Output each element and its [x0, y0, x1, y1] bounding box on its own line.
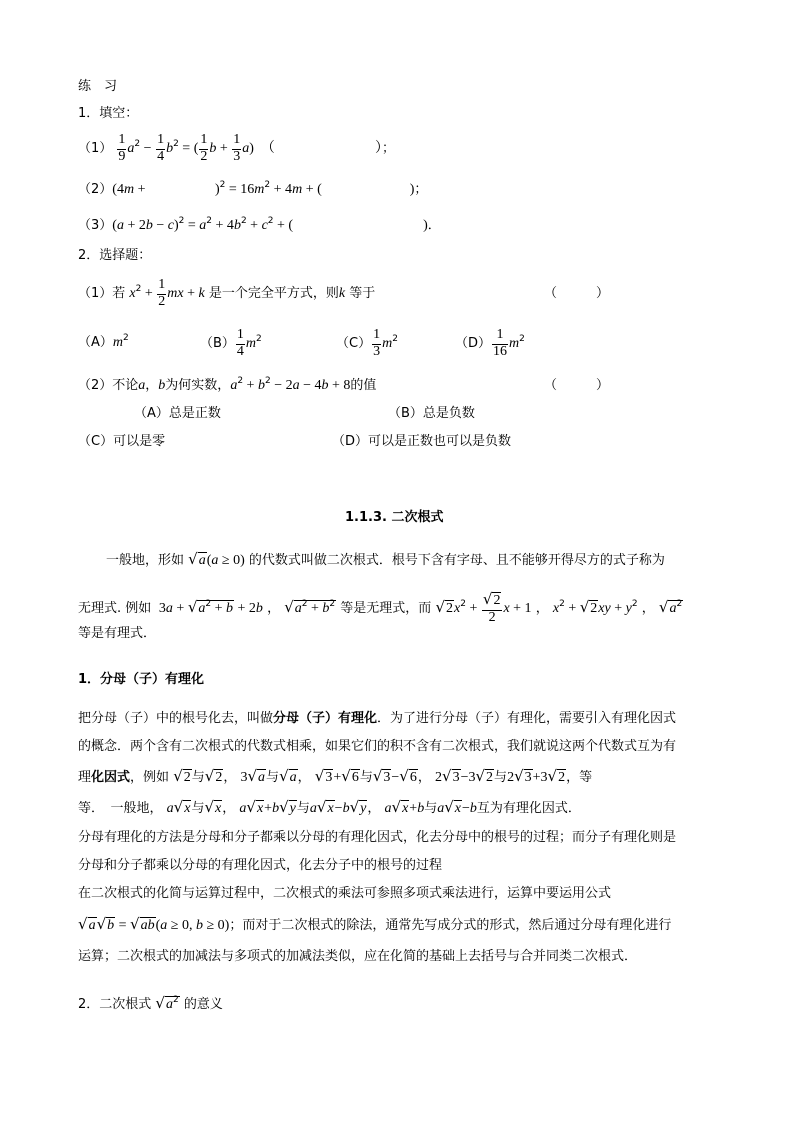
q2-item2-option-c: （C）可以是零: [78, 434, 166, 449]
subsection-2-heading: 2．二次根式 $√a^2$ 的意义: [78, 994, 223, 1012]
sub1-line-7: 在二次根式的化简与运算过程中，二次根式的乘法可参照多项式乘法进行，运算中要运用公式: [78, 886, 612, 901]
q2-item2-option-a: （A）总是正数: [134, 406, 221, 421]
q2-item1-answer-paren: （ ）: [544, 286, 610, 301]
q1-item2: $(2)(4m + )^2 = 16m^2 + 4m$ + ( )；: [78, 180, 428, 197]
practice-heading: 练 习: [78, 79, 118, 94]
intro-line-2: 无理式. 例如 $3a + √a^2 + b + 2b$ ， $√a^2 + b^2$ 等是无理式，而 $√2x^2$ + $\frac{√2}{2}$ x + 1 ， $x^2 + √2xy + y^2$ ， $√a^2$: [78, 590, 683, 625]
q2-item2-option-d: （D）可以是正数也可以是负数: [332, 434, 512, 449]
q2-item2: （2）不论a，b为何实数，$a^2 + b^2 - 2a - 4b + 8$的值: [78, 376, 377, 393]
q1-item3: $(3)(a + 2b - c)^2 = a^2 + 4b^2 + c^2$ + ( )．: [78, 216, 441, 233]
intro-line-3: 等是有理式．: [78, 626, 157, 641]
q2-label: 2．选择题：: [78, 248, 152, 263]
sub1-line-2: 的概念．两个含有二次根式的代数式相乘，如果它们的积不含有二次根式，我们就说这两个代数式互为有: [78, 739, 677, 754]
q2-item1-option-b: （B） $\frac{1}{4}$ $m^2$: [200, 327, 262, 359]
q2-item1: （1）若 $x^2$ + $\frac{1}{2}$ mx + k 是一个完全平方式，则k 等于: [78, 277, 376, 309]
q1-label: 1．填空：: [78, 106, 139, 121]
q2-item1-option-c: （C） $\frac{1}{3}$ $m^2$: [336, 327, 398, 359]
sub1-line-9: 运算；二次根式的加减法与多项式的加减法类似，应在化简的基础上去括号与合并同类二次根式．: [78, 949, 638, 964]
section-title: 1.1.3. 二次根式: [345, 510, 444, 525]
sub1-line-5: 分母有理化的方法是分母和分子都乘以分母的有理化因式，化去分母中的根号的过程；而分子有理化则是: [78, 830, 677, 845]
sub1-line-3: 理化因式，例如 √2与√2， 3√a与√a， √3+√6与√3−√6， 2√3−3√2与2√3+3√2，等: [78, 767, 593, 785]
q2-item1-option-d: （D） $\frac{1}{16}$ $m^2$: [455, 327, 525, 359]
sub1-line-6: 分母和分子都乘以分母的有理化因式，化去分子中的根号的过程: [78, 858, 443, 873]
intro-line-1: 一般地，形如 √a(a ≥ 0) 的代数式叫做二次根式．根号下含有字母、且不能够开得尽方的式子称为: [106, 550, 665, 568]
q1-item1: （1） $\frac{1}{9}$ $a^2$ − $\frac{1}{4}$ $b^2$ = ( $\frac{1}{2}$ b + $\frac{1}{3}$ a) （ ）；: [78, 132, 395, 164]
subsection-1-heading: 1．分母（子）有理化: [78, 672, 205, 687]
q2-item1-option-a: $(A)m^2$: [78, 333, 129, 350]
q2-item2-option-b: （B）总是负数: [388, 406, 475, 421]
sub1-line-4: 等． 一般地， a√x与√x， a√x+b√y与a√x−b√y， a√x+b与a√x−b互为有理化因式．: [78, 798, 581, 816]
sub1-line-8: √a√b = √ab(a ≥ 0, b ≥ 0)；而对于二次根式的除法，通常先写成分式的形式，然后通过分母有理化进行: [78, 915, 672, 933]
q2-item2-answer-paren: （ ）: [544, 378, 610, 393]
sub1-line-1: 把分母（子）中的根号化去，叫做分母（子）有理化．为了进行分母（子）有理化，需要引入有理化因式: [78, 711, 677, 726]
